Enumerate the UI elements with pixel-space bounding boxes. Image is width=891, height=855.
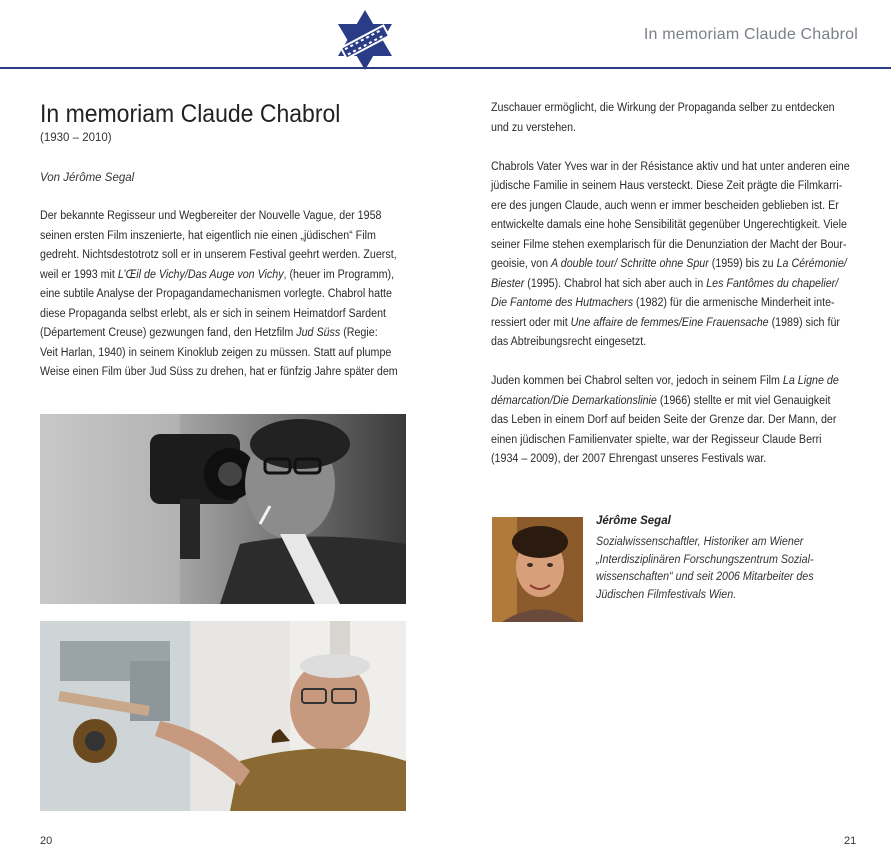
author-bio bbox=[596, 534, 838, 604]
text-line: (Département Creuse) gezwungen fand, den Hetzfilm Jud Süss (Regie: bbox=[40, 327, 378, 339]
text-line: eine subtile Analyse der Propagandamechanismen vorlegte. Chabrol hatte bbox=[40, 288, 392, 300]
film-title: Une affaire de femmes/Eine Frauensache bbox=[570, 316, 769, 329]
article-dates: (1930 – 2010) bbox=[40, 132, 112, 144]
right-column-text bbox=[491, 99, 852, 470]
text-line: geoisie, von A double tour/ Schritte ohne Spur (1959) bis zu La Cérémonie/ bbox=[491, 258, 847, 270]
text-line: démarcation/Die Demarkationslinie (1966) stellte er mit viel Genauigkeit bbox=[491, 394, 831, 407]
jerome-segal-portrait-photo bbox=[492, 517, 583, 622]
text-line: Sozialwissenschaftler, Historiker am Wiener bbox=[596, 536, 804, 548]
film-title: Biester bbox=[491, 277, 525, 290]
text-line: Der bekannte Regisseur und Wegbereiter der Nouvelle Vague, der 1958 bbox=[40, 210, 382, 222]
text-line: ressiert oder mit Une affaire de femmes/Eine Frauensache (1989) sich für bbox=[491, 316, 840, 329]
header-rule bbox=[0, 67, 891, 69]
text-line: das Abtreibungsrecht eingesetzt. bbox=[491, 336, 647, 348]
text-line: gedreht. Nichtsdestotrotz soll er in unserem Festival geehrt werden. Zuerst, bbox=[40, 249, 397, 261]
text-line: weil er 1993 mit L’Œil de Vichy/Das Auge von Vichy, (heuer im Programm), bbox=[40, 268, 395, 281]
chabrol-with-pipe-photo bbox=[40, 621, 406, 811]
text-line: (1934 – 2009), der 2007 Ehrengast unseres Festivals war. bbox=[491, 453, 767, 465]
film-title: La Cérémonie/ bbox=[776, 258, 847, 270]
film-title: A double tour/ Schritte ohne Spur bbox=[551, 258, 709, 270]
author-name: Jérôme Segal bbox=[596, 515, 671, 527]
text-line: „Interdisziplinären Forschungszentrum Sozial- bbox=[596, 553, 814, 566]
text-line: Chabrols Vater Yves war in der Résistance aktiv und hat unter anderen eine bbox=[491, 160, 850, 173]
film-title: Jud Süss bbox=[296, 327, 341, 339]
film-title: L’Œil de Vichy/Das Auge von Vichy bbox=[117, 268, 284, 281]
text-line: Biester (1995). Chabrol hat sich aber auch in Les Fantômes du chapelier/ bbox=[491, 277, 839, 290]
running-head: In memoriam Claude Chabrol bbox=[643, 26, 858, 43]
chabrol-with-camera-photo bbox=[40, 414, 406, 604]
text-line: seiner Filme stehen exemplarisch für die Denunziation der Macht der Bour- bbox=[491, 238, 847, 251]
text-line: das Leben in einem Dorf auf beiden Seite der Grenze dar. Der Mann, der bbox=[491, 414, 837, 426]
text-line: Zuschauer ermöglicht, die Wirkung der Propaganda selber zu entdecken bbox=[491, 102, 835, 114]
text-line: jüdische Familie in seinem Haus versteckt. Diese Zeit prägte die Filmkarri- bbox=[491, 180, 843, 192]
film-title: démarcation/Die Demarkationslinie bbox=[491, 394, 657, 407]
text-line: entwickelte damals eine hohe Sensibilität gegenüber Ungerechtigkeit. Viele bbox=[491, 219, 847, 231]
text-line: Juden kommen bei Chabrol selten vor, jedoch in seinem Film La Ligne de bbox=[491, 375, 839, 387]
film-title: Les Fantômes du chapelier/ bbox=[706, 277, 839, 290]
article-title: In memoriam Claude Chabrol bbox=[40, 100, 341, 128]
text-line: einen jüdischen Familienvater spielte, war der Regisseur Claude Berri bbox=[491, 433, 822, 446]
text-line: diese Propaganda selbst erlebt, als er sich in seinem Heimatdorf Sardent bbox=[40, 307, 387, 320]
text-line: Veit Harlan, 1940) in seinem Kinoklub zeigen zu müssen. Statt auf plumpe bbox=[40, 346, 392, 359]
text-line: Die Fantome des Hutmachers (1982) für die armenische Minderheit inte- bbox=[491, 297, 835, 309]
star-of-david-film-strip-icon bbox=[330, 8, 400, 72]
left-column-text bbox=[40, 207, 410, 383]
text-line: ere des jungen Claude, auch wenn er immer bescheiden geblieben ist. Er bbox=[491, 199, 839, 212]
film-title: Die Fantome des Hutmachers bbox=[491, 297, 634, 309]
article-byline: Von Jérôme Segal bbox=[40, 172, 135, 184]
text-line: und zu verstehen. bbox=[491, 121, 577, 134]
film-title: La Ligne de bbox=[782, 375, 839, 387]
text-line: seinen ersten Film inszenierte, hat eigentlich nie einen „jüdischen“ Film bbox=[40, 229, 376, 242]
text-line: wissenschaften“ und seit 2006 Mitarbeiter des bbox=[596, 571, 814, 583]
text-line: Jüdischen Filmfestivals Wien. bbox=[596, 588, 737, 601]
page-number-right: 21 bbox=[844, 835, 857, 847]
text-line: Weise einen Film über Jud Süss zu drehen, hat er fünfzig Jahre später dem bbox=[40, 366, 398, 378]
page-number-left: 20 bbox=[40, 835, 53, 847]
